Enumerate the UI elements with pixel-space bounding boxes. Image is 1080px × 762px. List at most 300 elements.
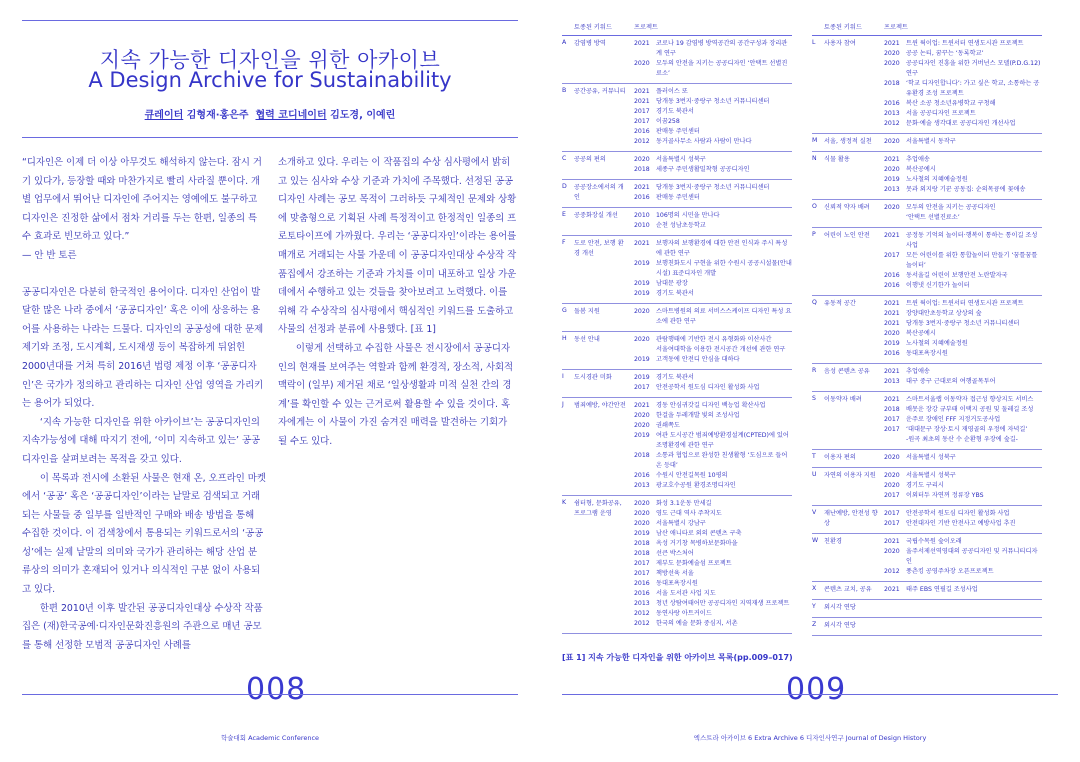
table-row — [634, 569, 792, 579]
project-year: 2021 — [884, 40, 900, 47]
group-keyword: 동선 안내 — [574, 336, 600, 343]
group-letter: B — [562, 87, 567, 94]
group-letter: W — [812, 537, 819, 544]
project-year: 2020 — [634, 500, 650, 507]
project-year: 2017 — [634, 570, 650, 577]
group-letter: R — [812, 367, 817, 374]
group-letter: C — [562, 155, 567, 162]
project-year: 2016 — [634, 472, 650, 479]
group-letter: O — [812, 203, 817, 210]
group-letter: E — [562, 211, 566, 218]
project-year: 2021 — [884, 586, 900, 593]
table-row — [634, 183, 792, 193]
project-title: 보행자의 보행환경에 대한 안전 인식과 주시 특성에 관한 연구 — [656, 240, 788, 257]
table-row — [884, 99, 1042, 109]
project-title: 안전공학서 원도심 디자인 활성화 사업 — [906, 510, 1010, 517]
project-year: 2010 — [634, 222, 650, 229]
curator-names: 김형재·홍은주 — [186, 110, 249, 121]
table-row — [884, 309, 1042, 319]
group-letter: Y — [812, 603, 816, 610]
group-letter: N — [812, 155, 817, 162]
project-title: 노사철의 지혜예술정원 — [906, 176, 968, 183]
project-year: 2017 — [884, 416, 900, 423]
table-row — [884, 39, 1042, 49]
project-title: 트윈 웍이업: 트윈서터 연생도시관 프로젝트 — [906, 40, 1024, 47]
table-row — [634, 59, 792, 79]
title-english: A Design Archive for Sustainability — [88, 68, 452, 92]
table-row — [634, 165, 792, 175]
project-title: 서울 공공디자인 프로젝트 — [906, 110, 976, 117]
project-year: 2020 — [884, 166, 900, 173]
project-year: 2021 — [884, 396, 900, 403]
table-column-left — [562, 20, 792, 634]
table-row — [634, 279, 792, 289]
project-year: 2017 — [634, 108, 650, 115]
project-title: 남대문 광장 — [656, 280, 688, 287]
group-keyword: 공공장소에서의 개인 — [574, 184, 624, 201]
project-title: 여관 도시공간 범죄예방환경설계(CPTED)에 있어 조명환경에 관한 연구 — [656, 432, 789, 449]
project-title: 모든 어린이를 위한 통합놀이터 만들기 ‘꿈틀꿈틀 놀이터’ — [906, 252, 1038, 269]
table-row — [634, 193, 792, 203]
project-title: 서울여대학을 이용한 전시공간 개선에 관한 연구 — [656, 346, 786, 353]
project-year: 2020 — [884, 50, 900, 57]
group-keyword: 이용자 편의 — [824, 454, 856, 461]
project-year: 2017 — [884, 252, 900, 259]
group-letter: U — [812, 471, 817, 478]
table-row — [884, 59, 1042, 79]
group-letter: T — [812, 453, 816, 460]
group-letter: S — [812, 395, 816, 402]
table-row — [634, 579, 792, 589]
project-year: 2016 — [884, 350, 900, 357]
project-title: 제부도 문화예술섬 프로젝트 — [656, 560, 732, 567]
table-row — [884, 155, 1042, 165]
table-row — [634, 549, 792, 559]
table-row — [634, 539, 792, 549]
table-row — [634, 155, 792, 165]
project-title: 추업애송 — [906, 156, 930, 163]
project-title: 영도 근대 역사 주착지도 — [656, 510, 722, 517]
project-title: 화성 3.1운동 만세길 — [656, 500, 712, 507]
project-year: 2020 — [634, 156, 650, 163]
project-year: 2020 — [634, 520, 650, 527]
group-keyword: 돌봄 지원 — [574, 308, 600, 315]
project-title: 코로나 19 감염병 방역공간의 공간구성과 장리관계 연구 — [656, 40, 788, 57]
project-title: 권쇄쪽도 — [656, 422, 680, 429]
project-title: 경기도 구리시 — [906, 482, 944, 489]
table-row — [634, 431, 792, 451]
header-keyword: 토종된 키워드 — [824, 24, 862, 31]
keyword-group — [812, 618, 1042, 636]
project-year: 2021 — [884, 310, 900, 317]
table-row — [884, 185, 1042, 195]
keyword-group — [812, 506, 1042, 534]
project-title: 못과 외지랑 기꾼 공동집: 순의목굥에 꽃애송 — [906, 186, 1026, 193]
table-row — [634, 471, 792, 481]
group-letter: F — [562, 239, 566, 246]
table-row — [884, 547, 1042, 567]
group-letter: D — [562, 183, 567, 190]
right-page — [540, 0, 1080, 762]
table-row — [634, 529, 792, 539]
table-row — [884, 453, 1042, 463]
table-row — [884, 109, 1042, 119]
table-caption: [표 1] 지속 가능한 디자인을 위한 아카이브 목록(pp.009–017) — [562, 653, 793, 662]
project-title: 동서울길 어린이 보행안전 노란발자국 — [906, 272, 1008, 279]
project-title: 안전대자인 기반 안전사고 예방사업 추진 — [906, 520, 1016, 527]
keyword-group — [562, 304, 792, 332]
project-year: 2020 — [634, 412, 650, 419]
group-letter: K — [562, 499, 567, 506]
project-year: 2013 — [884, 110, 900, 117]
title-korean: 지속 가능한 디자인을 위한 아카이브 — [99, 48, 441, 72]
project-year: 2013 — [634, 600, 650, 607]
table-row — [634, 509, 792, 519]
project-year: 2020 — [884, 482, 900, 489]
group-letter: L — [812, 39, 816, 46]
group-keyword: 도로 안전, 보행 환경 개선 — [574, 240, 624, 257]
project-title: ‘대대문구 장상·토시 재영골의 우정에 자녁길’ — [906, 426, 1028, 433]
keyword-group — [562, 236, 792, 304]
project-year — [884, 213, 906, 223]
keyword-group — [562, 208, 792, 236]
page-number: 008 — [246, 672, 307, 707]
table-row — [634, 599, 792, 609]
project-year: 2018 — [634, 452, 650, 459]
group-keyword: 이동약자 배려 — [824, 396, 862, 403]
project-title: 공공디자인 진흥을 위한 거버넌스 모델(P.D.G.12) 연구 — [906, 60, 1041, 77]
table-row — [634, 137, 792, 147]
project-year: 2012 — [634, 138, 650, 145]
table-row — [634, 307, 792, 327]
project-year: 2017 — [884, 492, 900, 499]
table-row — [884, 567, 1042, 577]
table-row — [634, 335, 792, 345]
table-row — [884, 491, 1042, 501]
project-year: 2013 — [884, 186, 900, 193]
keyword-group — [562, 398, 792, 496]
project-title: 동대포욕장시원 — [656, 580, 698, 587]
project-year: 2012 — [884, 120, 900, 127]
project-title: 선큰 박스처어 — [656, 550, 694, 557]
body-column-2 — [278, 154, 518, 452]
project-title: 모두의 안전을 지키는 공공디자인 — [906, 204, 996, 211]
table-row — [634, 401, 792, 411]
table-row — [634, 499, 792, 509]
keyword-group — [812, 468, 1042, 506]
table-row — [634, 421, 792, 431]
project-title: 장양대안초등학교 상상의 숲 — [906, 310, 982, 317]
table-row — [634, 411, 792, 421]
group-letter: P — [812, 231, 816, 238]
project-year: 2021 — [634, 240, 650, 247]
project-year: 2020 — [884, 454, 900, 461]
project-year — [634, 345, 656, 355]
project-title: 복산 소공 청소년유병학교 구청해 — [906, 100, 996, 107]
project-year: 2019 — [634, 260, 650, 267]
table-row — [884, 377, 1042, 387]
project-title: 이외터두 자연꺼 정류장 YBS — [906, 492, 984, 499]
project-year: 2020 — [634, 308, 650, 315]
project-title: 서울특별시 성북구 — [906, 472, 956, 479]
project-year: 2021 — [884, 156, 900, 163]
table-row — [634, 383, 792, 393]
table-row — [634, 609, 792, 619]
keyword-group — [812, 364, 1042, 392]
table-row — [884, 49, 1042, 59]
project-title: 경기도 북관서 — [656, 290, 694, 297]
project-title: 경동 안심귀갓길 디자인 백능업 확산사업 — [656, 402, 766, 409]
project-title: 동연사랑 아트커이드 — [656, 610, 712, 617]
project-year: 2021 — [634, 184, 650, 191]
project-title: 책방선육 서울 — [656, 570, 694, 577]
project-year: 2016 — [884, 100, 900, 107]
project-title: 울주서제선역영대의 공공디자인 및 커뮤니티디자인 — [906, 548, 1038, 565]
table-row — [884, 395, 1042, 405]
project-year: 2021 — [634, 98, 650, 105]
table-row — [884, 119, 1042, 129]
project-year: 2016 — [884, 272, 900, 279]
project-title: 스마트병원의 의료 서비스스케이프 디자인 특성 요소에 관한 연구 — [656, 308, 792, 325]
project-year: 2019 — [884, 176, 900, 183]
project-year — [884, 435, 906, 445]
project-title: 풍츤킹 공영주차장 오픈프로젝트 — [906, 568, 994, 575]
project-year: 2021 — [884, 320, 900, 327]
table-row — [884, 175, 1042, 185]
project-year: 2017 — [884, 520, 900, 527]
table-row — [634, 619, 792, 629]
group-keyword: 외시각 연당 — [824, 604, 856, 611]
keyword-group — [562, 496, 792, 634]
table-row — [634, 107, 792, 117]
project-title: 서울특별시 동작구 — [906, 138, 956, 145]
project-title: 판매동 주민센터 — [656, 128, 700, 135]
project-title: ‘학교 디자인합니다’: 가고 싶은 학교, 소통하는 공유환경 조성 프로젝트 — [906, 80, 1040, 97]
project-title: 서울특별시 성북구 — [656, 156, 706, 163]
project-year: 2020 — [884, 548, 900, 555]
table-row — [884, 481, 1042, 491]
project-year: 2020 — [884, 60, 900, 67]
table-header — [562, 20, 792, 36]
table-row — [884, 329, 1042, 339]
paragraph: 이 목록과 전시에 소환된 사물은 현재 온, 오프라인 마켓에서 ‘공공’ 혹은 ‘공공디자인’이라는 낱말로 검색되고 거래되는 사물들 중 일부를 일반적인 구매와 배송 방법을 통해 수집한 것이다. 이 검색창에서 통용되는 키워드로서의 ‘공공성’에는 실제 낱말의 의미와 국가가 관리하는 해당 산업 분류상의 의미가 혼재되어 있거나 의식적인 구분 없이 사용되고 있다. — [22, 472, 266, 596]
table-row — [884, 537, 1042, 547]
bottom-rule — [22, 694, 518, 695]
group-letter: I — [562, 373, 564, 380]
group-keyword: 콘텐츠 교치, 공유 — [824, 586, 872, 593]
project-title: 복산공예시 — [906, 166, 936, 173]
project-year: 2021 — [634, 88, 650, 95]
group-keyword: 쉼터형, 문화공유, 프로그램 운영 — [574, 500, 622, 517]
project-title: 노사철의 지혜예술정원 — [906, 340, 968, 347]
group-keyword: 공간공유, 커뮤니티 — [574, 88, 626, 95]
project-title: 서울 도서관 사업 지도 — [656, 590, 716, 597]
divider-rule — [22, 137, 518, 138]
table-row — [884, 213, 1042, 223]
table-row — [884, 425, 1042, 435]
table-row — [884, 415, 1042, 425]
project-title: 공정동 기억의 놀이터·행복이 통하는 통이길 조성사업 — [906, 232, 1038, 249]
project-title: 이행냇 신기한가 놀이터 — [906, 282, 970, 289]
table-row — [634, 211, 792, 221]
project-year: 2018 — [634, 540, 650, 547]
header-keyword: 토종된 키워드 — [574, 24, 612, 31]
group-letter: H — [562, 335, 567, 342]
project-title: 한국의 예술 문화 중심지, 서촌 — [656, 620, 738, 627]
project-title: 남산 애니타로 외의 콘텐츠 구축 — [656, 530, 742, 537]
group-letter: A — [562, 39, 567, 46]
project-year: 2019 — [634, 432, 650, 439]
table-row — [884, 231, 1042, 251]
table-row — [634, 39, 792, 59]
project-year: 2021 — [634, 402, 650, 409]
header-project: 프로젝트 — [884, 24, 908, 31]
table-row — [884, 585, 1042, 595]
table-row — [634, 345, 792, 355]
table-row — [884, 251, 1042, 271]
project-title: 당개동 3번지·중랑구 청소년 커뮤니티센터 — [656, 98, 770, 105]
keyword-group — [812, 134, 1042, 152]
keyword-group — [812, 600, 1042, 618]
project-year: 2010 — [634, 212, 650, 219]
table-row — [634, 97, 792, 107]
project-title: 청년 상탐여태어만 공공디자인 지역재생 프로젝트 — [656, 600, 790, 607]
group-keyword: 도시경관 미화 — [574, 374, 612, 381]
table-row — [884, 509, 1042, 519]
project-title: 플러이스 또 — [656, 88, 688, 95]
table-row — [884, 299, 1042, 309]
project-title: 모두의 안전을 지키는 공공디자인 ‘안택트 선별진료소’ — [656, 60, 788, 77]
coordinator-names: 김도경, 이예린 — [330, 110, 396, 121]
keyword-group — [812, 200, 1042, 228]
project-title: 당개동 3번지·중랑구 청소년 커뮤니티센터 — [656, 184, 770, 191]
group-keyword: 어린이 노인 안전 — [824, 232, 870, 239]
group-keyword: 음성 콘텐츠 공유 — [824, 368, 870, 375]
project-title: ‘안택트 선별진료소’ — [906, 214, 960, 221]
project-year: 2018 — [634, 550, 650, 557]
table-row — [884, 203, 1042, 213]
keyword-group — [562, 84, 792, 152]
project-title: 경기도 북관서 — [656, 108, 694, 115]
project-title: 수원시 안전길목원 10평의 — [656, 472, 728, 479]
project-title: -원곡 최초의 동산 수 순환형 우장에 숲길- — [906, 436, 1018, 443]
table-row — [634, 221, 792, 231]
group-keyword: 범죄예방, 야간안전 — [574, 402, 626, 409]
project-year: 2018 — [884, 406, 900, 413]
project-year: 2012 — [634, 620, 650, 627]
footer: 엑스트라 아카이브 6 Extra Archive 6 디자인사연구 Journal of Design History — [693, 734, 927, 742]
table-row — [634, 519, 792, 529]
group-keyword: 유동적 공간 — [824, 300, 856, 307]
group-keyword: 서울, 생정적 실천 — [824, 138, 872, 145]
keyword-group — [812, 534, 1042, 582]
table-row — [884, 339, 1042, 349]
project-title: 태주 EBS 연필길 조성사업 — [906, 586, 978, 593]
table-row — [884, 367, 1042, 377]
credits — [0, 106, 540, 121]
group-keyword: 공공의 편의 — [574, 156, 606, 163]
project-title: 안전공학서 원도심 디자인 활성화 사업 — [656, 384, 760, 391]
keyword-group — [812, 582, 1042, 600]
project-title: 경기도 북관서 — [656, 374, 694, 381]
project-title: 광교호수공원 환경조명디자인 — [656, 482, 736, 489]
table-row — [884, 319, 1042, 329]
project-year: 2013 — [884, 378, 900, 385]
project-title: 동거골사무소 사람과 사람이 만나다 — [656, 138, 752, 145]
project-title: 추업애송 — [906, 368, 930, 375]
project-title: 옥성 거기창 목병하보문화마을 — [656, 540, 738, 547]
project-title: 배못운 장강 규부태 이택지 공원 및 둘레길 조성 — [906, 406, 1034, 413]
group-letter: V — [812, 509, 817, 516]
project-year: 2017 — [634, 560, 650, 567]
group-keyword: 신뢰적 약자 배려 — [824, 204, 870, 211]
table-row — [634, 355, 792, 365]
project-year: 2019 — [634, 530, 650, 537]
project-year: 2013 — [634, 482, 650, 489]
keyword-group — [562, 180, 792, 208]
project-title: 대구 중구 근대로의 여행골목투어 — [906, 378, 996, 385]
group-keyword: 사용자 참여 — [824, 40, 856, 47]
keyword-group — [562, 332, 792, 370]
table-row — [634, 451, 792, 471]
keyword-group — [812, 228, 1042, 296]
project-title: 소통과 협업으로 완성한 친생활형 ‘도심으로 들어온 등대’ — [656, 452, 788, 469]
project-year: 2021 — [884, 232, 900, 239]
top-rule — [22, 20, 518, 21]
table-row — [884, 349, 1042, 359]
table-row — [884, 405, 1042, 415]
paragraph: ‘지속 가능한 디자인을 위한 아카이브’는 공공디자인의 지속가능성에 대해 따지기 전에, ‘이미 지속하고 있는’ 공공디자인을 살펴보려는 목적을 갖고 있다. — [22, 416, 261, 465]
group-letter: M — [812, 137, 818, 144]
project-title: 운주로 장애인 FFF 지정거도공사업 — [906, 416, 1001, 423]
project-year: 2016 — [634, 128, 650, 135]
project-title: 트윈 웍이업: 트윈서터 연생도시관 프로젝트 — [906, 300, 1024, 307]
project-title: 서울특별시 성북구 — [906, 454, 956, 461]
project-title: 당개동 3번지·중랑구 청소년 커뮤니티센터 — [906, 320, 1020, 327]
project-year: 2019 — [634, 280, 650, 287]
keyword-group — [812, 36, 1042, 134]
group-keyword: 자연의 이용자 지원 — [824, 472, 876, 479]
project-year: 2018 — [884, 80, 900, 87]
project-year: 2019 — [634, 290, 650, 297]
project-title: 이꿈258 — [656, 118, 680, 125]
paragraph: 소개하고 있다. 우리는 이 작품집의 수상 심사평에서 밝히고 있는 심사와 수상 기준과 가치에 주목했다. 선정된 공공디자인 사례는 공모 목적이 그러하듯 구체적인 문제와 상황에 맞춤형으로 기획된 사례 특정적이고 한정적인 일종의 프로토타이프에 가까웠다. 우리는 ‘공공디자인’이라는 용어를 매개로 거래되는 사물 가운데 이 공공디자인대상 수상작 작품집에서 강조하는 기준과 가치를 이미 내포하고 일상 가운데에서 수행하고 있는 것들을 찾아보려고 노력했다. 이를 위해 각 수상작의 심사평에서 핵심적인 키워드를 도출하고 사물의 선정과 분류에 사용했다. [표 1] — [278, 157, 517, 336]
group-keyword: 식물 활용 — [824, 156, 850, 163]
project-year: 2019 — [634, 356, 650, 363]
paragraph: 한편 2010년 이후 발간된 공공디자인대상 수상작 작품집은 (재)한국공예·디자인문화진흥원의 주관으로 매년 공모를 통해 선정한 모범적 공공디자인 사례를 — [22, 602, 263, 651]
table-row — [884, 281, 1042, 291]
project-year: 2020 — [634, 336, 650, 343]
table-row — [884, 519, 1042, 529]
project-year: 2018 — [634, 166, 650, 173]
project-year: 2017 — [884, 426, 900, 433]
group-letter: Z — [812, 621, 817, 628]
project-year: 2020 — [634, 60, 650, 67]
project-year: 2017 — [634, 118, 650, 125]
table-row — [634, 259, 792, 279]
body-column-1 — [22, 154, 266, 655]
group-letter: J — [562, 401, 564, 408]
project-year: 2020 — [884, 330, 900, 337]
project-year: 2016 — [634, 580, 650, 587]
page-number: 009 — [786, 672, 847, 707]
keyword-group — [812, 296, 1042, 364]
project-title: 106명의 시민을 만나다 — [656, 212, 720, 219]
keyword-group — [812, 392, 1042, 450]
table-row — [634, 373, 792, 383]
project-year: 2020 — [884, 138, 900, 145]
group-keyword: 공중화장실 개선 — [574, 212, 618, 219]
